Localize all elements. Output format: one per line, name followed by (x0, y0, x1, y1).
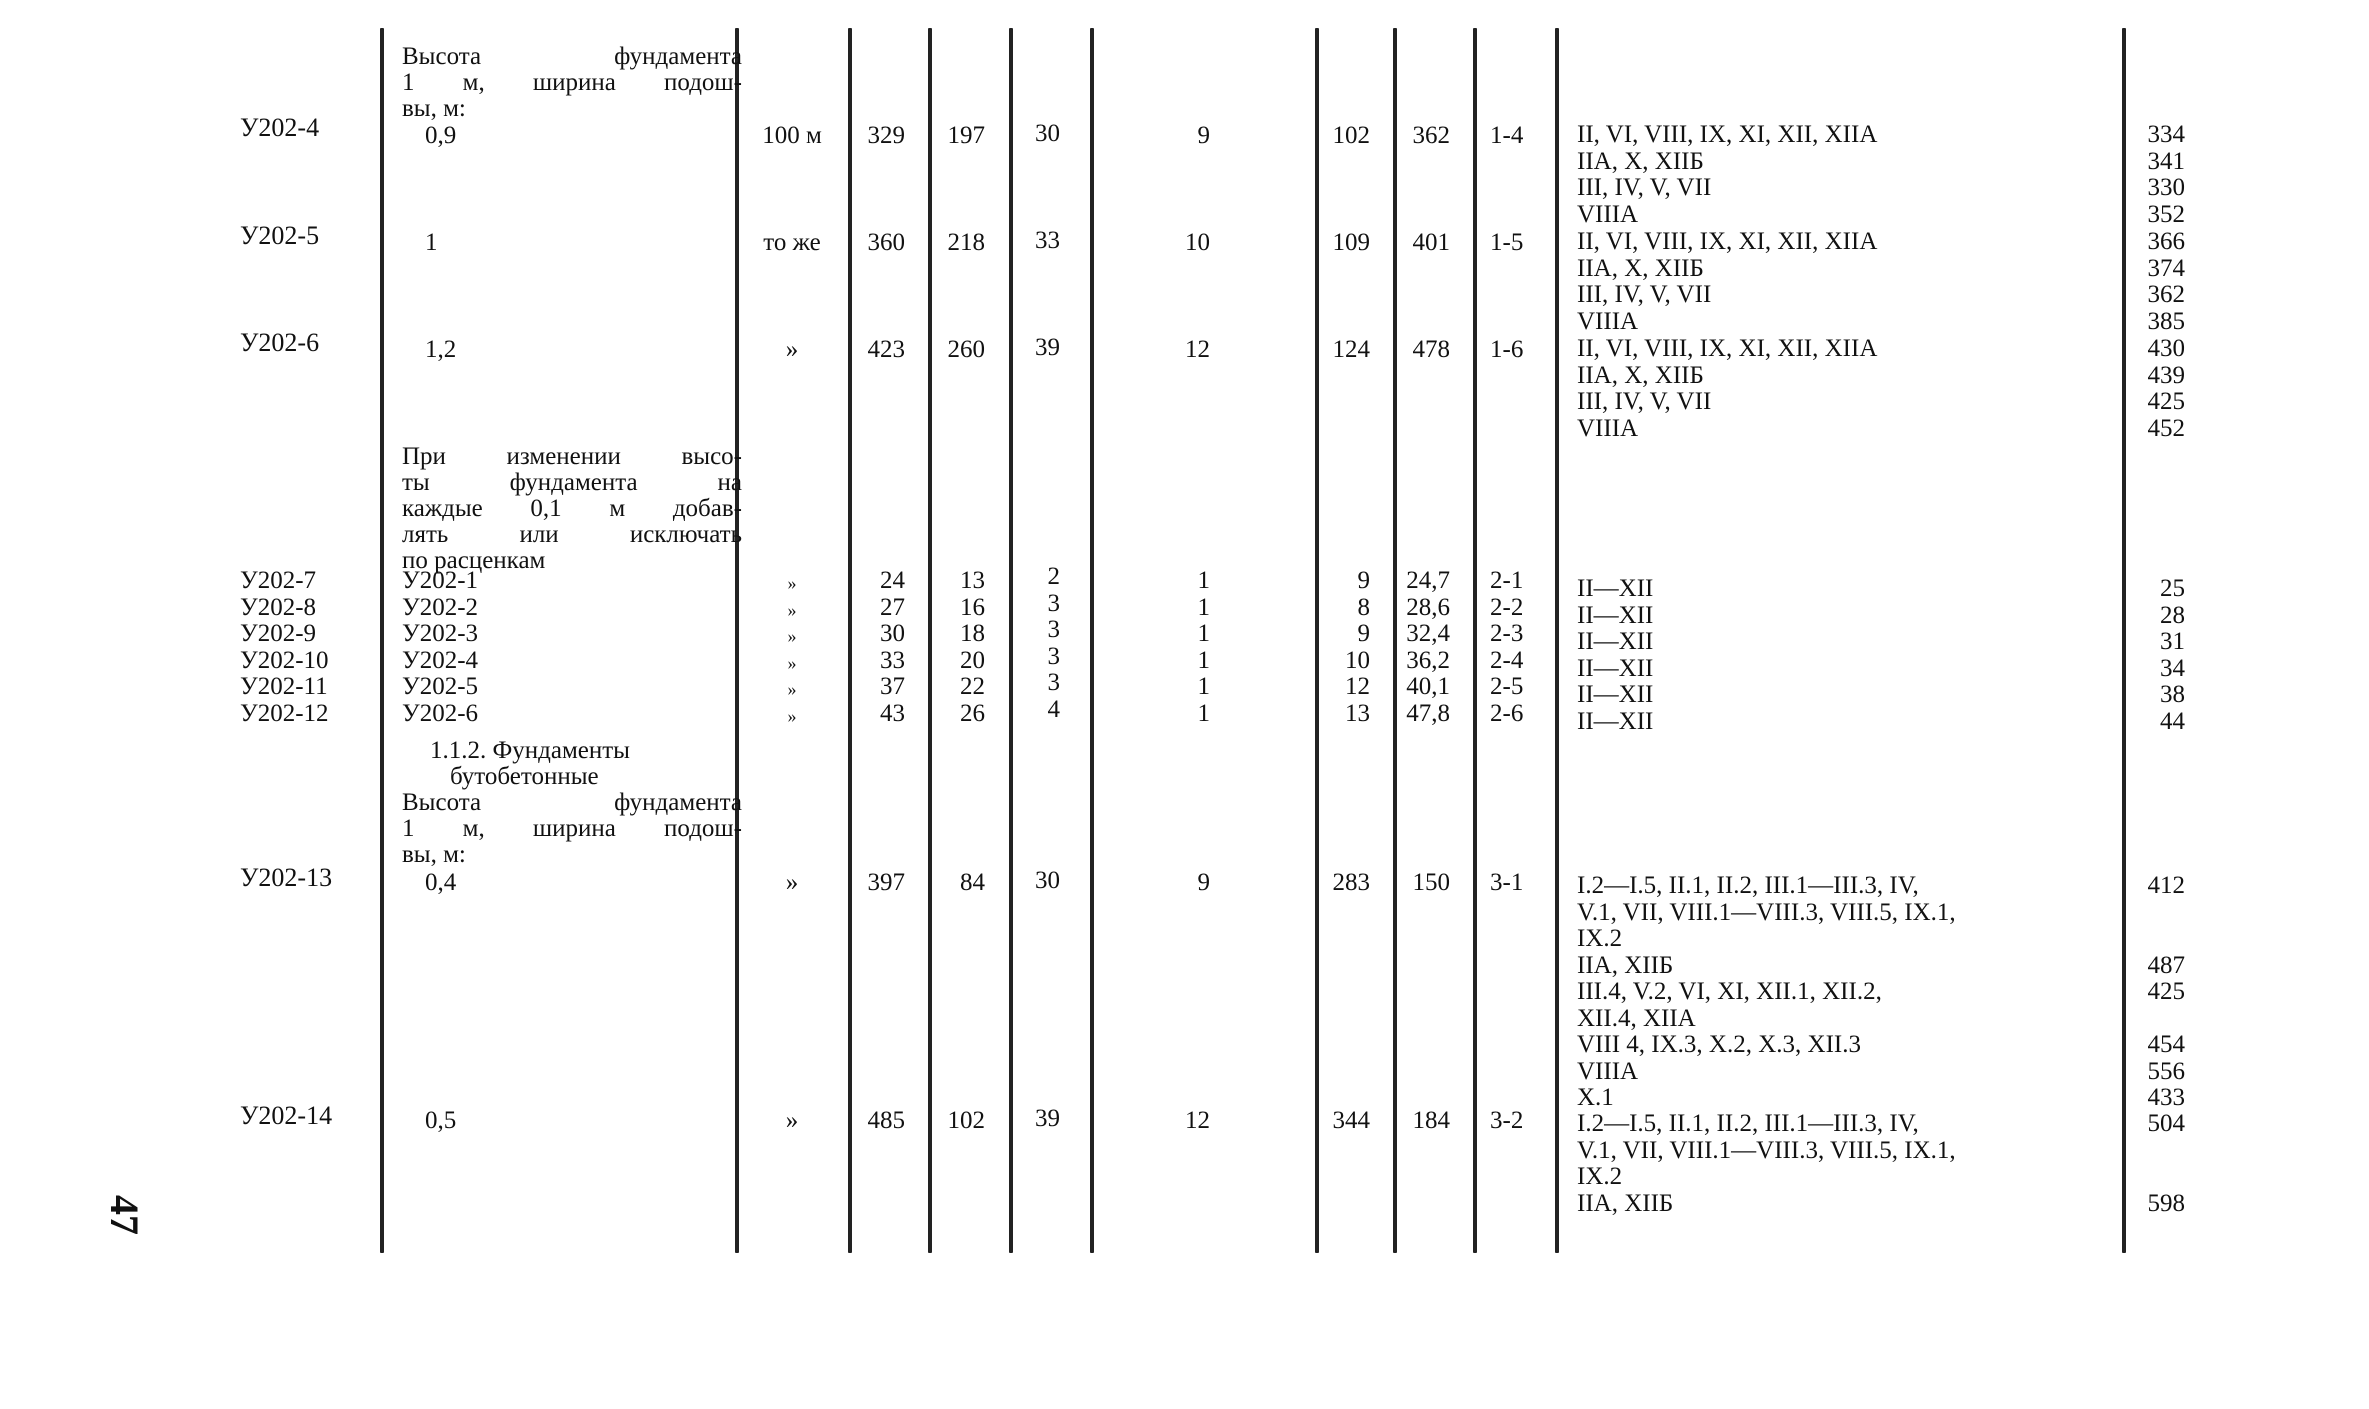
row-code: У202-7 (240, 567, 317, 594)
cell-ref: 1-4 (1490, 122, 1524, 149)
price-value: 330 (2147, 174, 2185, 201)
cell-value: 8 (1357, 593, 1370, 621)
column-rule (380, 28, 384, 1253)
cell-value: 10 (1185, 229, 1210, 256)
cell-value: 84 (960, 869, 985, 896)
zone-text: II, VI, VIII, IX, XI, XII, XIIA (1577, 228, 1878, 255)
row-code: У202-4 (240, 113, 320, 142)
cell-value: 3 (1047, 589, 1060, 617)
cell-value: 16 (960, 593, 985, 621)
row-code: У202-5 (240, 221, 320, 250)
row-unit: » (787, 652, 797, 673)
price-value: 454 (2147, 1031, 2185, 1058)
cell-value: 47,8 (1406, 700, 1450, 727)
cell-value: 1 (1197, 673, 1210, 701)
zone-text: VIIIA (1577, 200, 1639, 228)
column-rule (1090, 28, 1094, 1253)
zone-text: IX.2 (1577, 1163, 1623, 1190)
cell-ref: 3-1 (1490, 869, 1524, 896)
row-ref-code: У202-5 (402, 673, 479, 701)
row-unit: » (787, 573, 797, 593)
cell-value: 22 (960, 673, 985, 701)
row-unit: » (787, 599, 797, 620)
cell-value: 10 (1345, 646, 1370, 674)
price-value: 366 (2147, 228, 2185, 255)
section-title: 1.1.2. Фундаменты (430, 737, 630, 764)
row-code: У202-12 (240, 700, 329, 727)
zone-text: VIIIA (1577, 1057, 1639, 1085)
cell-value: 9 (1197, 869, 1210, 896)
cell-ref: 2-5 (1490, 673, 1524, 701)
cell-value: 20 (960, 646, 985, 674)
zone-text: IIA, XIIБ (1577, 1189, 1674, 1217)
cell-ref: 2-6 (1490, 700, 1524, 727)
cell-value: 33 (1035, 227, 1060, 254)
row-code: У202-9 (240, 620, 317, 648)
cell-value: 478 (1412, 336, 1450, 363)
cell-value: 1 (1197, 620, 1210, 648)
zone-text: II—XII (1577, 601, 1654, 629)
zone-text: II—XII (1577, 654, 1654, 682)
price-value: 352 (2147, 200, 2185, 228)
price-value: 487 (2147, 951, 2185, 979)
row-ref-code: У202-3 (402, 620, 479, 648)
cell-value: 13 (960, 567, 985, 594)
cell-value: 4 (1047, 696, 1060, 723)
zone-text: V.1, VII, VIII.1—VIII.3, VIII.5, IX.1, (1577, 1136, 1956, 1164)
cell-value: 27 (880, 593, 905, 621)
price-value: 556 (2147, 1057, 2185, 1085)
cell-value: 3 (1047, 616, 1060, 644)
zone-text: VIIIA (1577, 307, 1639, 335)
zone-text: IIA, X, XIIБ (1577, 361, 1704, 389)
cell-ref: 1-6 (1490, 336, 1524, 363)
zone-text: VIII 4, IX.3, X.2, X.3, XII.3 (1577, 1031, 1861, 1058)
cell-value: 184 (1412, 1107, 1450, 1134)
cell-value: 30 (1035, 120, 1060, 147)
row-unit: 100 м (762, 122, 822, 149)
cell-value: 260 (947, 336, 985, 363)
cell-value: 3 (1047, 669, 1060, 697)
cell-value: 9 (1197, 122, 1210, 149)
zone-text: II, VI, VIII, IX, XI, XII, XIIA (1577, 121, 1878, 148)
cell-value: 218 (947, 229, 985, 256)
page-number: 47 (102, 1195, 147, 1235)
row-code: У202-13 (240, 863, 333, 892)
cell-value: 197 (947, 122, 985, 149)
price-value: 31 (2160, 628, 2185, 656)
cell-value: 30 (880, 620, 905, 648)
row-ref-code: У202-2 (402, 593, 479, 621)
price-value: 28 (2160, 601, 2185, 629)
row-unit: » (785, 869, 799, 896)
cell-value: 102 (947, 1107, 985, 1134)
cell-value: 43 (880, 700, 905, 727)
price-value: 433 (2147, 1084, 2185, 1111)
row-unit: » (785, 1107, 799, 1134)
zone-text: I.2—I.5, II.1, II.2, III.1—III.3, IV, (1577, 1110, 1919, 1137)
description-bottom: Высота фундамента 1 м, ширина подош- вы, м: (402, 789, 742, 868)
price-value: 504 (2147, 1110, 2185, 1137)
row-param: 1 (425, 229, 438, 256)
cell-value: 485 (867, 1107, 905, 1134)
cell-value: 423 (867, 336, 905, 363)
zone-text: IIA, XIIБ (1577, 951, 1674, 979)
cell-value: 13 (1345, 700, 1370, 727)
zone-text: IX.2 (1577, 925, 1623, 952)
price-value: 452 (2147, 414, 2185, 442)
price-value: 38 (2160, 681, 2185, 709)
cell-value: 24 (880, 567, 905, 594)
cell-value: 12 (1185, 1107, 1210, 1134)
zone-text: II—XII (1577, 681, 1654, 709)
cell-value: 9 (1357, 620, 1370, 648)
zone-text: III.4, V.2, VI, XI, XII.1, XII.2, (1577, 978, 1882, 1005)
zone-text: III, IV, V, VII (1577, 281, 1712, 308)
row-unit: » (785, 336, 799, 363)
zone-text: II—XII (1577, 708, 1654, 735)
column-rule (735, 28, 739, 1253)
cell-value: 397 (867, 869, 905, 896)
zone-text: VIIIA (1577, 414, 1639, 442)
cell-value: 1 (1197, 700, 1210, 727)
cell-ref: 3-2 (1490, 1107, 1524, 1134)
zone-text: XII.4, XIIA (1577, 1004, 1696, 1032)
cell-value: 109 (1332, 229, 1370, 256)
cell-value: 33 (880, 646, 905, 674)
price-value: 425 (2147, 388, 2185, 415)
cell-value: 26 (960, 700, 985, 727)
description-change: При изменении высо- ты фундамента на каждые 0,1 м добав- лять или исключать по расценкам (402, 443, 742, 574)
cell-value: 18 (960, 620, 985, 648)
row-unit: » (787, 679, 797, 700)
row-code: У202-6 (240, 328, 320, 357)
row-ref-code: У202-6 (402, 700, 479, 727)
column-rule (1473, 28, 1477, 1253)
cell-value: 3 (1047, 642, 1060, 670)
row-code: У202-14 (240, 1101, 333, 1130)
price-value: 385 (2147, 307, 2185, 335)
cell-value: 1 (1197, 593, 1210, 621)
zone-text: X.1 (1577, 1084, 1614, 1111)
price-value: 425 (2147, 978, 2185, 1005)
price-value: 334 (2147, 121, 2185, 148)
price-value: 374 (2147, 254, 2185, 282)
cell-value: 2 (1047, 563, 1060, 590)
cell-ref: 2-3 (1490, 620, 1524, 648)
zone-text: IIA, X, XIIБ (1577, 147, 1704, 175)
cell-ref: 2-2 (1490, 593, 1524, 621)
cell-value: 329 (867, 122, 905, 149)
cell-value: 344 (1332, 1107, 1370, 1134)
row-unit: » (787, 626, 797, 647)
column-rule (1555, 28, 1559, 1253)
cell-value: 401 (1412, 229, 1450, 256)
zone-text: II—XII (1577, 575, 1654, 602)
price-value: 341 (2147, 147, 2185, 175)
cell-value: 360 (867, 229, 905, 256)
cell-ref: 2-4 (1490, 646, 1524, 674)
zone-text: IIA, X, XIIБ (1577, 254, 1704, 282)
row-param: 0,4 (425, 869, 457, 896)
cell-value: 24,7 (1406, 567, 1450, 594)
description-top: Высота фундамента 1 м, ширина подош- вы, м: (402, 43, 742, 122)
cell-value: 124 (1332, 336, 1370, 363)
cell-value: 40,1 (1406, 673, 1450, 701)
cell-value: 1 (1197, 646, 1210, 674)
row-unit: » (787, 706, 797, 726)
zone-text: II, VI, VIII, IX, XI, XII, XIIA (1577, 335, 1878, 362)
cell-value: 28,6 (1406, 593, 1450, 621)
row-code: У202-11 (240, 673, 328, 701)
row-code: У202-8 (240, 593, 317, 621)
cell-value: 362 (1412, 122, 1450, 149)
cell-value: 37 (880, 673, 905, 701)
cell-ref: 2-1 (1490, 567, 1524, 594)
zone-text: I.2—I.5, II.1, II.2, III.1—III.3, IV, (1577, 872, 1919, 899)
cell-value: 36,2 (1406, 646, 1450, 674)
price-value: 44 (2160, 708, 2185, 735)
cell-value: 1 (1197, 567, 1210, 594)
price-value: 25 (2160, 575, 2185, 602)
price-value: 598 (2147, 1189, 2185, 1217)
cell-value: 32,4 (1406, 620, 1450, 648)
price-value: 439 (2147, 361, 2185, 389)
row-unit: то же (763, 229, 821, 256)
zone-text: II—XII (1577, 628, 1654, 656)
cell-value: 150 (1412, 869, 1450, 896)
row-param: 0,5 (425, 1107, 457, 1134)
cell-value: 12 (1185, 336, 1210, 363)
row-ref-code: У202-1 (402, 567, 479, 594)
price-value: 362 (2147, 281, 2185, 308)
cell-value: 39 (1035, 334, 1060, 361)
row-code: У202-10 (240, 646, 329, 674)
price-value: 34 (2160, 654, 2185, 682)
price-value: 412 (2147, 872, 2185, 899)
cell-value: 39 (1035, 1105, 1060, 1132)
zone-text: III, IV, V, VII (1577, 388, 1712, 415)
zone-text: V.1, VII, VIII.1—VIII.3, VIII.5, IX.1, (1577, 898, 1956, 926)
section-title: бутобетонные (450, 763, 599, 790)
row-param: 0,9 (425, 122, 457, 149)
cell-value: 30 (1035, 867, 1060, 894)
row-param: 1,2 (425, 336, 457, 363)
cell-value: 9 (1357, 567, 1370, 594)
cell-value: 12 (1345, 673, 1370, 701)
row-ref-code: У202-4 (402, 646, 479, 674)
price-value: 430 (2147, 335, 2185, 362)
cell-ref: 1-5 (1490, 229, 1524, 256)
cell-value: 102 (1332, 122, 1370, 149)
zone-text: III, IV, V, VII (1577, 174, 1712, 201)
cell-value: 283 (1332, 869, 1370, 896)
